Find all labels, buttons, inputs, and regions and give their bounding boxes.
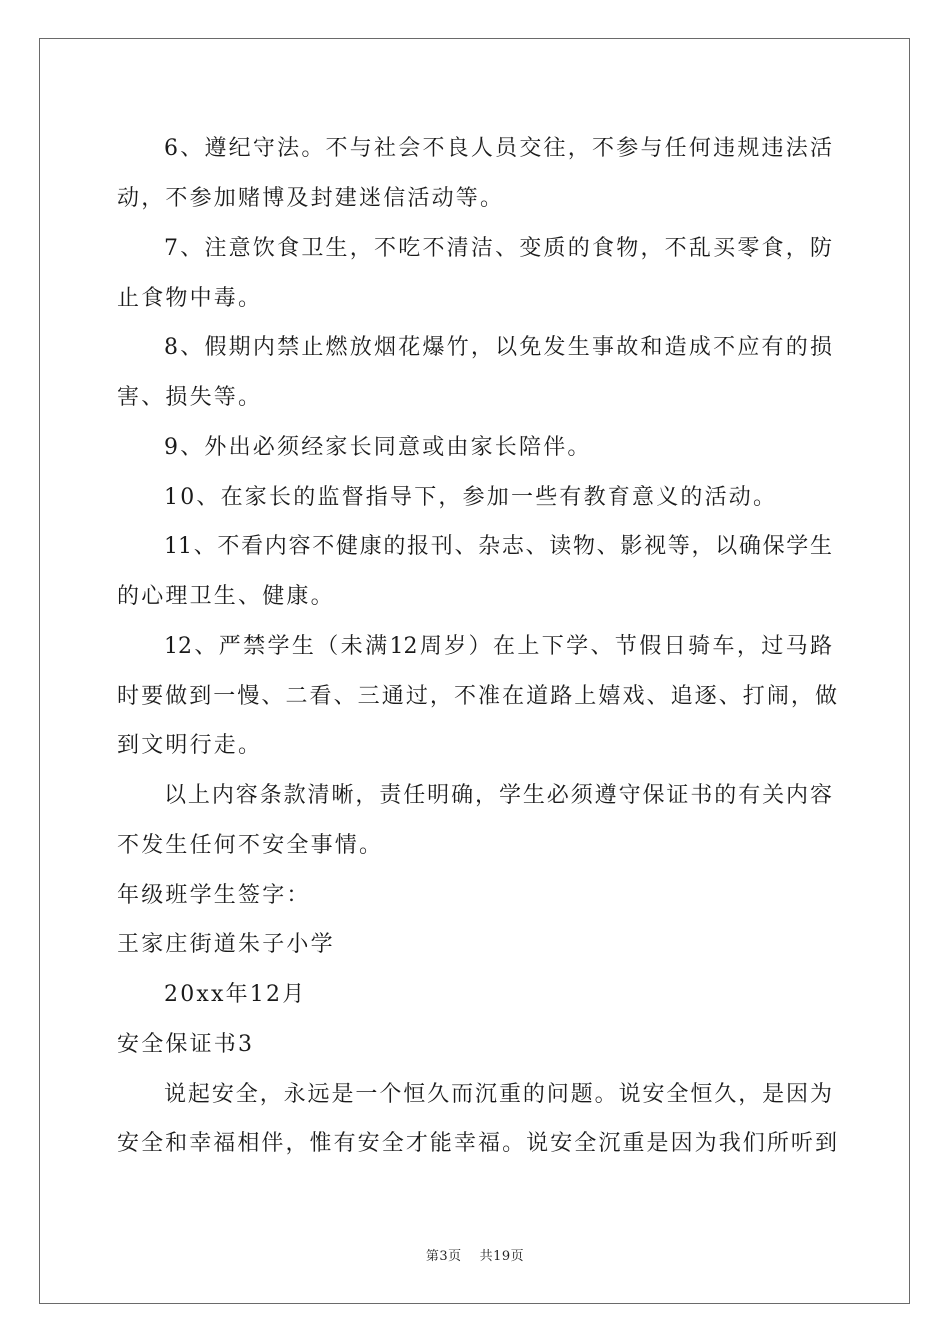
page-total: 共19页 — [479, 1249, 525, 1264]
section-title: 安全保证书3 — [117, 1032, 255, 1057]
paragraph-line: 8、假期内禁止燃放烟花爆竹，以免发生事故和造成不应有的损 — [164, 335, 832, 360]
page-footer — [0, 1249, 950, 1265]
page-number: 第3页 — [425, 1249, 462, 1264]
paragraph-line: 12、严禁学生（未满12周岁）在上下学、节假日骑车，过马路 — [164, 634, 832, 659]
paragraph-line: 害、损失等。 — [117, 385, 263, 410]
paragraph-line: 9、外出必须经家长同意或由家长陪伴。 — [164, 435, 592, 460]
paragraph-line: 7、注意饮食卫生，不吃不清洁、变质的食物，不乱买零食，防 — [164, 236, 832, 261]
school-name: 王家庄街道朱子小学 — [117, 932, 335, 957]
paragraph-line: 动，不参加赌博及封建迷信活动等。 — [117, 186, 505, 211]
paragraph-line: 10、在家长的监督指导下，参加一些有教育意义的活动。 — [164, 485, 778, 510]
paragraph-line: 到文明行走。 — [117, 733, 263, 758]
paragraph-line: 的心理卫生、健康。 — [117, 584, 335, 609]
paragraph-line: 止食物中毒。 — [117, 286, 263, 311]
paragraph-line: 时要做到一慢、二看、三通过，不准在道路上嬉戏、追逐、打闹，做 — [117, 684, 837, 709]
paragraph-line: 以上内容条款清晰，责任明确，学生必须遵守保证书的有关内容 — [164, 783, 832, 808]
paragraph-line: 安全和幸福相伴，惟有安全才能幸福。说安全沉重是因为我们所听到 — [117, 1131, 837, 1156]
document-date: 20xx年12月 — [164, 982, 307, 1007]
paragraph-line: 说起安全，永远是一个恒久而沉重的问题。说安全恒久，是因为 — [164, 1082, 832, 1107]
signature-label: 年级班学生签字： — [117, 883, 311, 908]
paragraph-line: 11、不看内容不健康的报刊、杂志、读物、影视等，以确保学生 — [164, 534, 832, 559]
page-border — [39, 38, 910, 1304]
paragraph-line: 6、遵纪守法。不与社会不良人员交往，不参与任何违规违法活 — [164, 136, 832, 161]
paragraph-line: 不发生任何不安全事情。 — [117, 833, 384, 858]
